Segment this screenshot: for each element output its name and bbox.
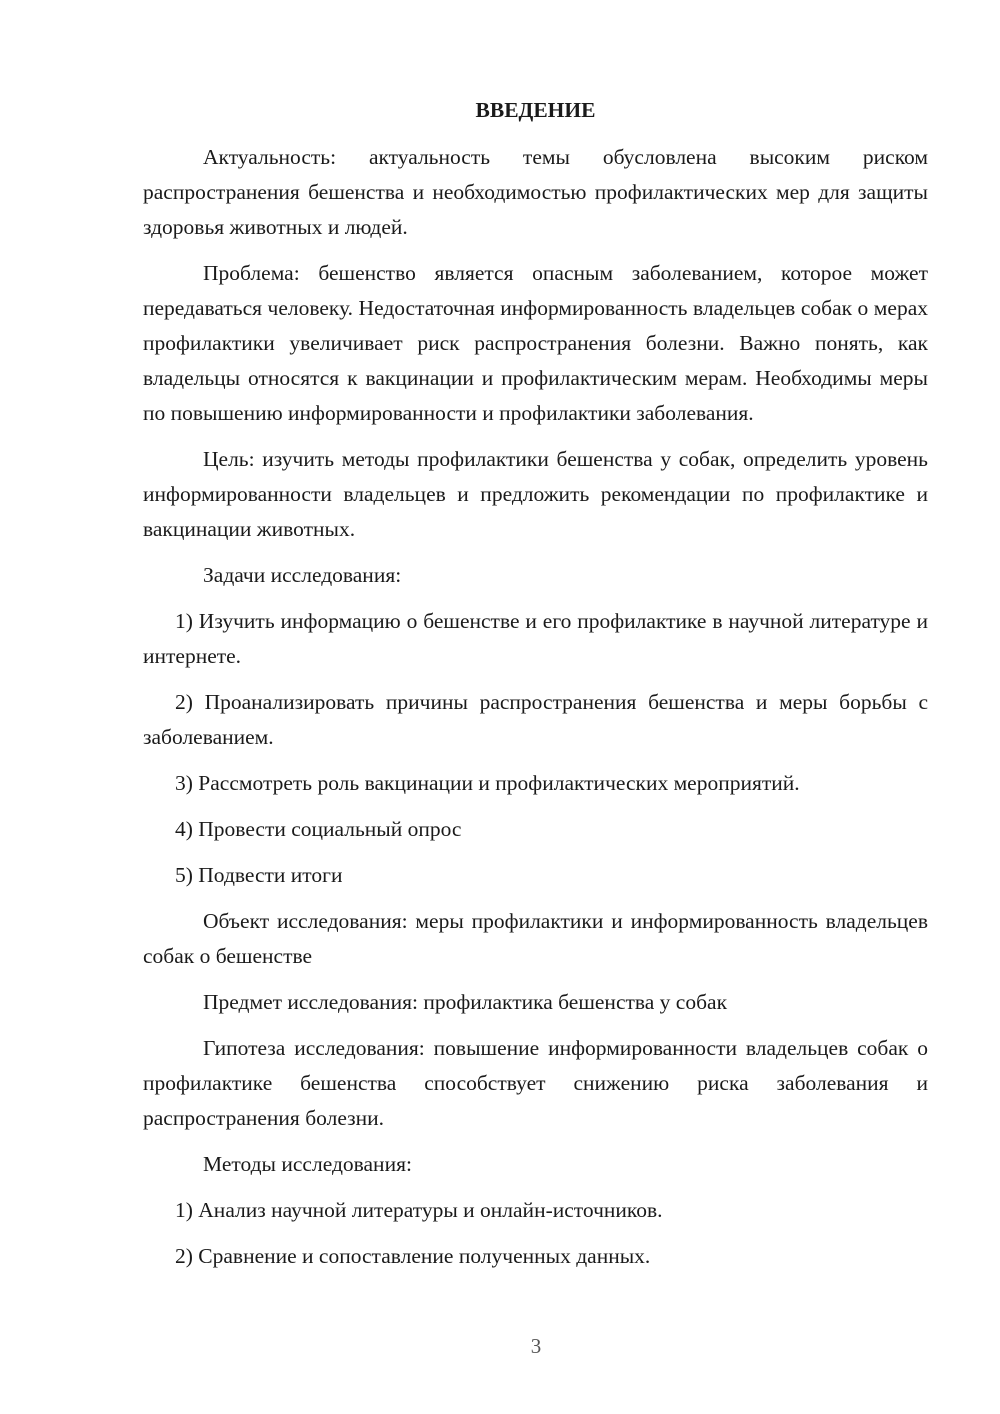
- relevance-paragraph: Актуальность: актуальность темы обусловлена высоким риском распространения бешенства и необходимостью профилактических мер для защиты здоровья животных и людей.: [143, 145, 928, 239]
- section-title: ВВЕДЕНИЕ: [475, 98, 596, 122]
- hypothesis-paragraph: Гипотеза исследования: повышение информированности владельцев собак о профилактике бешенства способствует снижению риска заболевания и распространения болезни.: [143, 1036, 928, 1130]
- task-item-1: 1) Изучить информацию о бешенстве и его профилактике в научной литературе и интернете.: [143, 609, 928, 668]
- document-page: [143, 96, 928, 1285]
- methods-heading: Методы исследования:: [203, 1152, 412, 1176]
- page-number: 3: [530, 1334, 542, 1358]
- task-item-2: 2) Проанализировать причины распространения бешенства и меры борьбы с заболеванием.: [143, 690, 928, 749]
- subject-paragraph: Предмет исследования: профилактика бешенства у собак: [203, 990, 728, 1014]
- goal-paragraph: Цель: изучить методы профилактики бешенства у собак, определить уровень информированности владельцев и предложить рекомендации по профилактике и вакцинации животных.: [143, 447, 928, 541]
- object-paragraph: Объект исследования: меры профилактики и информированность владельцев собак о бешенстве: [143, 909, 928, 968]
- task-item-3: 3) Рассмотреть роль вакцинации и профилактических мероприятий.: [175, 771, 800, 795]
- tasks-heading: Задачи исследования:: [203, 563, 402, 587]
- task-item-4: 4) Провести социальный опрос: [175, 817, 462, 841]
- problem-paragraph: Проблема: бешенство является опасным заболеванием, которое может передаваться человеку. Недостаточная информированность владельцев собак о мерах профилактики увеличивает риск распространения болезни. Важно понять, как владельцы относятся к вакцинации и профилактическим мерам. Необходимы меры по повышению информированности и профилактики заболевания.: [143, 261, 928, 425]
- method-item-2: 2) Сравнение и сопоставление полученных данных.: [175, 1244, 651, 1268]
- task-item-5: 5) Подвести итоги: [175, 863, 343, 887]
- method-item-1: 1) Анализ научной литературы и онлайн-источников.: [175, 1198, 663, 1222]
